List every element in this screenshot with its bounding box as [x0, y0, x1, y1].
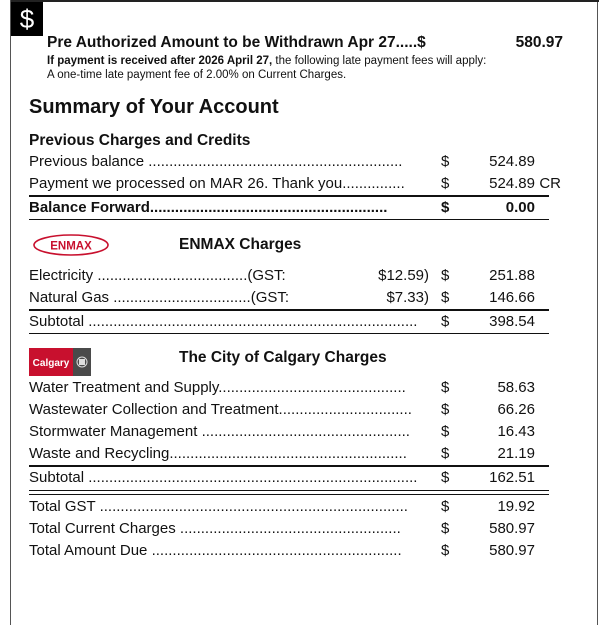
natural-gas-row [29, 288, 569, 308]
late-fee-bold: If payment is received after 2026 April 27, [47, 55, 273, 67]
row-label: Subtotal ............................................................................... [29, 469, 418, 486]
late-fee-line2: A one-time late payment fee of 2.00% on Current Charges. [47, 69, 347, 81]
row-value: 146.66 [489, 289, 535, 306]
city-subtotal-row [29, 468, 569, 488]
total-amount-due-row [29, 541, 569, 561]
row-value: 524.89 [489, 153, 535, 170]
gst-amount: $12.59) [378, 267, 429, 284]
row-label: Electricity ....................................(GST: [29, 267, 286, 284]
enmax-subtotal-row [29, 312, 569, 332]
stormwater-row [29, 422, 569, 442]
row-label: Subtotal ............................................................................... [29, 313, 418, 330]
row-dollar: $ [441, 542, 450, 559]
waste-row [29, 444, 569, 464]
row-value: 0.00 [505, 199, 535, 216]
row-dollar: $ [441, 289, 450, 306]
enmax-logo-text: ENMAX [50, 240, 92, 253]
late-fee-notice [47, 54, 486, 82]
row-dollar: $ [441, 520, 450, 537]
late-fee-rest: the following late payment fees will apply: [272, 55, 487, 67]
row-label: Balance Forward......................................................... [29, 199, 388, 216]
divider [29, 465, 549, 467]
row-value: 580.97 [489, 520, 535, 537]
calgary-logo [29, 348, 91, 376]
row-value: 19.92 [497, 498, 535, 515]
row-dollar: $ [441, 423, 450, 440]
enmax-logo [31, 232, 111, 258]
divider [29, 309, 549, 311]
total-current-charges-row [29, 519, 569, 539]
row-dollar: $ [441, 267, 450, 284]
wastewater-row [29, 400, 569, 420]
row-label: Total Amount Due ............................................................ [29, 542, 402, 559]
row-dollar: $ [441, 498, 450, 515]
enmax-charges-title: ENMAX Charges [179, 236, 302, 253]
row-dollar: $ [441, 469, 450, 486]
row-dollar: $ [441, 199, 450, 216]
total-gst-row [29, 497, 569, 517]
summary-title: Summary of Your Account [29, 96, 279, 118]
row-label: Wastewater Collection and Treatment................................ [29, 401, 412, 418]
row-label: Total Current Charges ..................................................... [29, 520, 401, 537]
divider [29, 494, 549, 495]
calgary-logo-text: Calgary [32, 358, 70, 369]
row-value: 16.43 [497, 423, 535, 440]
row-dollar: $ [441, 153, 450, 170]
bill-page [10, 0, 598, 625]
row-label: Water Treatment and Supply............................................. [29, 379, 406, 396]
city-charges-title: The City of Calgary Charges [179, 349, 387, 366]
row-value: 580.97 [489, 542, 535, 559]
row-value: 524.89 [489, 175, 535, 192]
balance-forward-row [29, 198, 569, 218]
previous-balance-row [29, 152, 569, 172]
row-label: Total GST .......................................................................... [29, 498, 408, 515]
row-value: 58.63 [497, 379, 535, 396]
row-value: 66.26 [497, 401, 535, 418]
previous-charges-title: Previous Charges and Credits [29, 132, 251, 149]
row-label: Natural Gas .................................(GST: [29, 289, 290, 306]
divider [29, 195, 549, 197]
row-dollar: $ [441, 401, 450, 418]
row-label: Previous balance ............................................................. [29, 153, 403, 170]
preauth-label: Pre Authorized Amount to be Withdrawn Apr 27.....$ [47, 34, 426, 51]
water-row [29, 378, 569, 398]
credit-suffix: CR [539, 175, 561, 192]
divider [29, 333, 549, 334]
row-value: 398.54 [489, 313, 535, 330]
row-dollar: $ [441, 313, 450, 330]
divider [29, 490, 549, 491]
row-label: Payment we processed on MAR 26. Thank you............... [29, 175, 405, 192]
row-dollar: $ [441, 175, 450, 192]
dollar-icon: $ [11, 2, 43, 36]
preauth-amount: 580.97 [515, 34, 563, 51]
row-value: 251.88 [489, 267, 535, 284]
row-value: 162.51 [489, 469, 535, 486]
row-label: Stormwater Management .................................................. [29, 423, 410, 440]
gst-amount: $7.33) [386, 289, 429, 306]
payment-row [29, 174, 569, 194]
row-label: Waste and Recycling......................................................... [29, 445, 407, 462]
row-value: 21.19 [497, 445, 535, 462]
row-dollar: $ [441, 379, 450, 396]
preauth-line [47, 34, 587, 52]
row-dollar: $ [441, 445, 450, 462]
electricity-row [29, 266, 569, 286]
top-divider [11, 0, 599, 2]
divider [29, 219, 549, 220]
